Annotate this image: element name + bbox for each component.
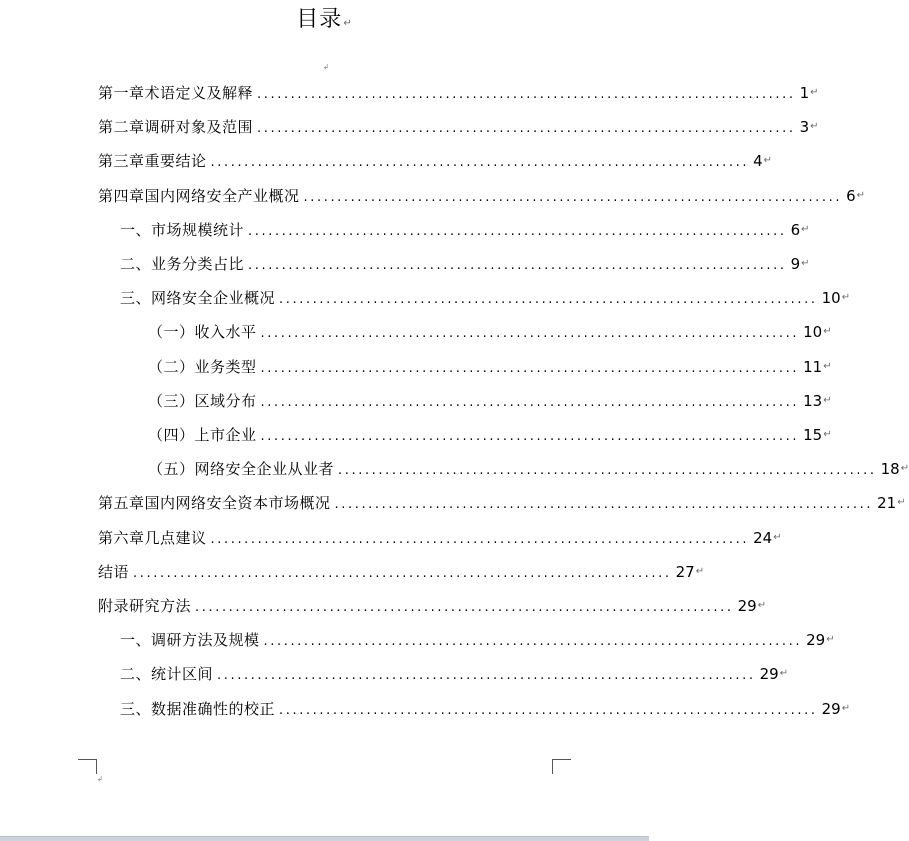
toc-leader-dots: ................................................................................ [257, 87, 796, 102]
toc-entry-label: （三）区域分布 [148, 392, 257, 410]
toc-leader-dots: ................................................................................ [260, 429, 800, 444]
paragraph-mark-icon: ↵ [841, 703, 851, 714]
toc-entry-page-number: 6 [790, 221, 801, 239]
toc-entry-label: 第四章国内网络安全产业概况 [98, 187, 300, 205]
crop-mark-right [552, 759, 571, 774]
paragraph-mark-icon: ↵ [823, 429, 832, 440]
paragraph-mark-icon: ↵ [823, 326, 832, 337]
toc-entry[interactable] [120, 252, 810, 276]
toc-entry-label: 二、业务分类占比 [120, 255, 245, 273]
paragraph-mark-icon: ↵ [695, 566, 705, 577]
paragraph-mark-icon: ↵ [763, 155, 773, 166]
toc-entry-label: （二）业务类型 [148, 358, 257, 376]
toc-entry[interactable] [98, 560, 705, 584]
paragraph-mark-icon: ↵ [823, 361, 832, 372]
paragraph-mark-icon: ↵ [343, 18, 353, 29]
toc-entry[interactable] [120, 662, 789, 686]
toc-leader-dots: ................................................................................ [338, 463, 877, 478]
paragraph-mark-icon: ↵ [773, 532, 782, 543]
toc-entry[interactable] [120, 286, 851, 310]
toc-entry-page-number: 3 [799, 118, 810, 136]
toc-entry[interactable] [98, 149, 773, 173]
toc-entry-label: 附录研究方法 [98, 597, 192, 615]
toc-entry-label: 三、数据准确性的校正 [120, 700, 276, 718]
toc-leader-dots: ................................................................................ [260, 395, 800, 410]
toc-leader-dots: ................................................................................ [334, 497, 874, 512]
paragraph-mark-icon: ↵ [823, 395, 832, 406]
toc-leader-dots: ................................................................................ [279, 703, 818, 718]
toc-entry[interactable] [98, 526, 782, 550]
toc-entry-page-number: 27 [675, 563, 695, 581]
toc-entry-page-number: 29 [821, 700, 841, 718]
toc-leader-dots: ................................................................................ [260, 361, 800, 376]
paragraph-mark-icon: ↵ [810, 87, 819, 98]
toc-entry[interactable] [148, 389, 832, 413]
toc-leader-dots: ................................................................................ [257, 121, 796, 136]
toc-entry-label: 第六章几点建议 [98, 529, 207, 547]
paragraph-mark-icon: ↵ [900, 463, 909, 474]
toc-entry[interactable] [98, 81, 819, 105]
toc-leader-dots: ................................................................................ [217, 668, 756, 683]
page-title-text: 目录 [296, 7, 343, 32]
toc-entry-page-number: 1 [799, 84, 810, 102]
toc-entry[interactable] [148, 320, 832, 344]
page-title [0, 6, 649, 38]
small-paragraph-mark-icon: ↲ [323, 63, 329, 71]
toc-entry-page-number: 18 [880, 460, 900, 478]
toc-entry-label: 一、调研方法及规模 [120, 631, 260, 649]
paragraph-mark-icon: ↵ [757, 600, 767, 611]
toc-entry-page-number: 6 [846, 187, 856, 205]
toc-entry-label: 二、统计区间 [120, 665, 214, 683]
toc-entry-label: 结语 [98, 563, 130, 581]
toc-entry[interactable] [98, 491, 906, 515]
toc-leader-dots: ................................................................................ [210, 155, 750, 170]
toc-leader-dots: ................................................................................ [248, 258, 787, 273]
status-bar-edge [0, 836, 649, 841]
toc-leader-dots: ................................................................................ [210, 532, 750, 547]
toc-entry-label: （四）上市企业 [148, 426, 257, 444]
toc-entry-label: 第五章国内网络安全资本市场概况 [98, 494, 331, 512]
toc-leader-dots: ................................................................................ [303, 190, 843, 205]
toc-entry-page-number: 29 [737, 597, 757, 615]
toc-entry-page-number: 11 [803, 358, 823, 376]
toc-entry-page-number: 10 [803, 323, 823, 341]
paragraph-mark-icon: ↵ [841, 292, 851, 303]
toc-entry[interactable] [148, 457, 909, 481]
paragraph-mark-icon: ↵ [801, 258, 810, 269]
toc-entry-label: 三、网络安全企业概况 [120, 289, 276, 307]
toc-entry-page-number: 21 [877, 494, 897, 512]
toc-entry[interactable] [120, 628, 835, 652]
paragraph-mark-icon: ↵ [810, 121, 819, 132]
toc-entry-label: （一）收入水平 [148, 323, 257, 341]
toc-entry-page-number: 9 [790, 255, 801, 273]
paragraph-mark-icon: ↵ [779, 668, 789, 679]
toc-entry-label: 第二章调研对象及范围 [98, 118, 254, 136]
toc-entry[interactable] [98, 184, 866, 208]
toc-entry[interactable] [148, 423, 832, 447]
toc-entry-label: （五）网络安全企业从业者 [148, 460, 335, 478]
toc-entry-label: 一、市场规模统计 [120, 221, 245, 239]
paragraph-mark-icon: ↵ [856, 190, 866, 201]
toc-entry[interactable] [120, 697, 851, 721]
paragraph-mark-icon: ↵ [801, 224, 810, 235]
toc-entry-page-number: 24 [753, 529, 773, 547]
toc-entry-page-number: 15 [803, 426, 823, 444]
toc-entry-label: 第一章术语定义及解释 [98, 84, 254, 102]
toc-leader-dots: ................................................................................ [263, 634, 803, 649]
paragraph-mark-icon: ↵ [897, 497, 906, 508]
toc-entry-page-number: 13 [803, 392, 823, 410]
toc-leader-dots: ................................................................................ [133, 566, 672, 581]
toc-leader-dots: ................................................................................ [260, 326, 800, 341]
toc-leader-dots: ................................................................................ [248, 224, 787, 239]
paragraph-mark-icon: ↵ [826, 634, 835, 645]
toc-entry[interactable] [120, 218, 810, 242]
toc-leader-dots: ................................................................................ [279, 292, 818, 307]
toc-leader-dots: ................................................................................ [195, 600, 734, 615]
toc-entry-page-number: 4 [753, 152, 763, 170]
small-paragraph-mark-icon: ↲ [97, 775, 103, 783]
toc-entry[interactable] [98, 594, 767, 618]
toc-entry-label: 第三章重要结论 [98, 152, 207, 170]
toc-entry-page-number: 29 [806, 631, 826, 649]
toc-entry-page-number: 29 [759, 665, 779, 683]
toc-entry[interactable] [148, 355, 832, 379]
toc-entry-page-number: 10 [821, 289, 841, 307]
crop-mark-left [78, 759, 97, 774]
toc-entry[interactable] [98, 115, 819, 139]
